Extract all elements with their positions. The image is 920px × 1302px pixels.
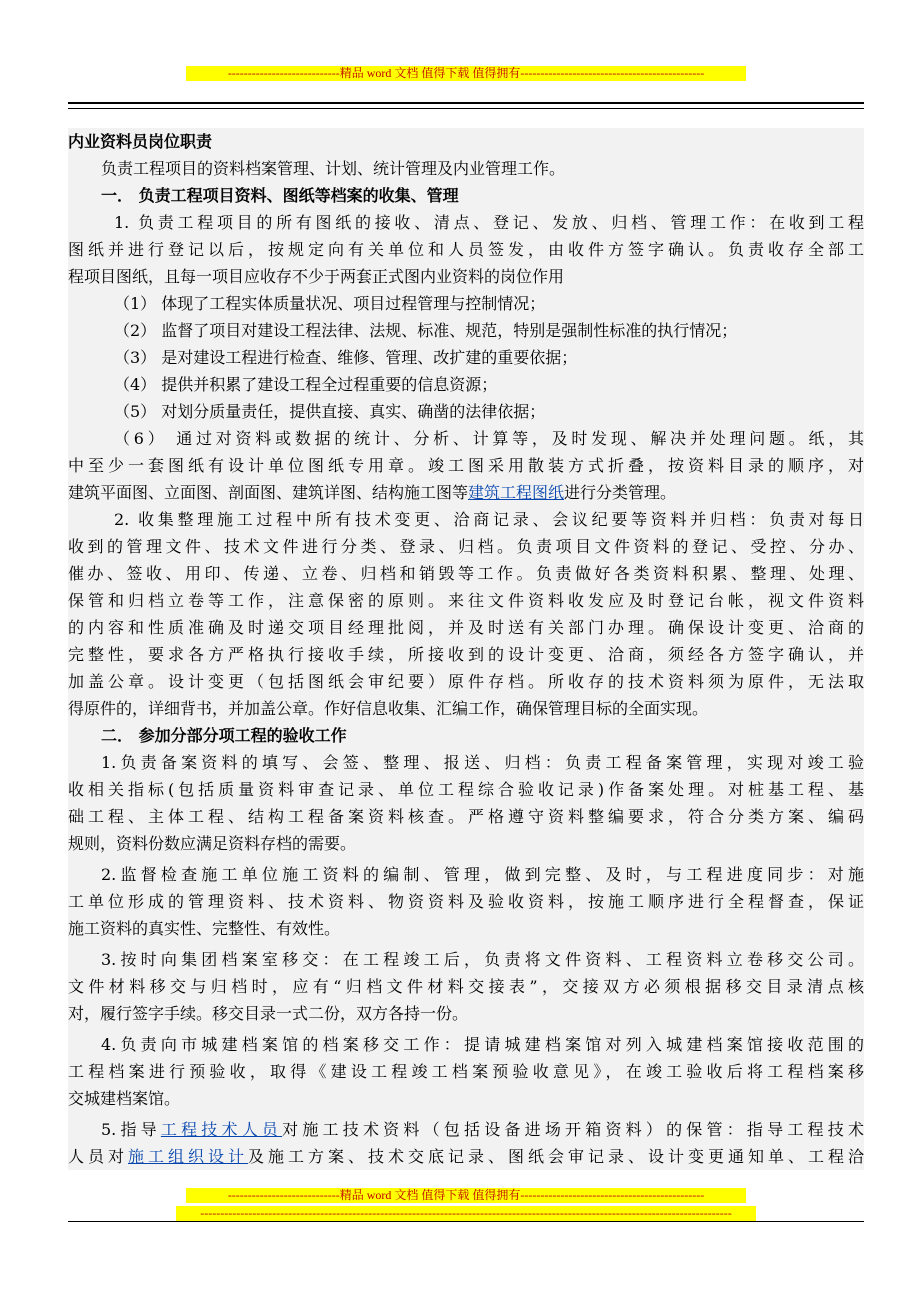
s1-item6-line (68, 479, 864, 506)
header-rule-thin (68, 108, 864, 109)
s2-p5-line (68, 1116, 864, 1143)
s1-p2-line: 完整性，要求各方严格执行接收手续，所接收到的设计变更、洽商，须经各方签字确认，并 (68, 645, 864, 664)
s2-p5-text: 5.指导 (101, 1120, 161, 1139)
s1-p1-line: 图纸并进行登记以后，按规定向有关单位和人员签发，由收件方签字确认。负责收存全部工 (68, 240, 864, 259)
link-construction-design[interactable]: 施工组织设计 (128, 1147, 248, 1166)
s2-p1-line: 1.负责备案资料的填写、会签、整理、报送、归档：负责工程备案管理，实现对竣工验 (101, 753, 864, 772)
s1-list-item: （1） 体现了工程实体质量状况、项目过程管理与控制情况； (114, 294, 546, 313)
s1-p2-line: 2. 收集整理施工过程中所有技术变更、洽商记录、会议纪要等资料并归档：负责对每日 (114, 510, 864, 529)
link-engineering-staff[interactable]: 工程技术人员 (160, 1120, 283, 1139)
s2-p1-line: 础工程、主体工程、结构工程备案资料核查。严格遵守资料整编要求，符合分类方案、编码 (68, 807, 864, 826)
s2-p5-text: 对施工技术资料（包括设备进场开箱资料）的保管：指导工程技术 (282, 1120, 864, 1139)
s2-p4-line: 4.负责向市城建档案馆的档案移交工作：提请城建档案馆对列入城建档案馆接收范围的 (101, 1035, 864, 1054)
s2-p5-line (68, 1143, 864, 1170)
header-banner: ----------------------------精品 word 文档 值得下载 值得拥有---------------------------------------------- (186, 66, 746, 81)
section-1-heading: 一． 负责工程项目资料、图纸等档案的收集、管理 (101, 186, 459, 205)
s1-p2-line: 收到的管理文件、技术文件进行分类、登录、归档。负责项目文件资料的登记、受控、分办、 (68, 537, 864, 556)
s1-list-item: （3） 是对建设工程进行检查、维修、管理、改扩建的重要依据； (114, 348, 578, 367)
s2-p1-line: 规则，资料份数应满足资料存档的需要。 (68, 834, 357, 853)
document-body (68, 128, 864, 1170)
s1-item6-text: 建筑平面图、立面图、剖面图、建筑详图、结构施工图等 (68, 483, 469, 502)
s1-p1-line: 程项目图纸，且每一项目应收存不少于两套正式图内业资料的岗位作用 (68, 267, 565, 286)
s1-p2-line: 的内容和性质准确及时递交项目经理批阅，并及时送有关部门办理。确保设计变更、洽商的 (68, 618, 864, 637)
s1-item6-line: 中至少一套图纸有设计单位图纸专用章。竣工图采用散装方式折叠，按资料目录的顺序，对 (68, 456, 864, 475)
s1-list-item: （6） 通过对资料或数据的统计、分析、计算等，及时发现、解决并处理问题。纸，其 (114, 429, 864, 448)
s2-p2-line: 2.监督检查施工单位施工资料的编制、管理，做到完整、及时，与工程进度同步：对施 (101, 865, 864, 884)
s1-list-item: （2） 监督了项目对建设工程法律、法规、标准、规范，特别是强制性标准的执行情况； (114, 321, 738, 340)
s2-p2-line: 工单位形成的管理资料、技术资料、物资资料及验收资料，按施工顺序进行全程督查，保证 (68, 892, 864, 911)
footer-banner-dashes: ------------------------------------------------------------------------------------------------------------------------------------- (176, 1206, 756, 1221)
s1-item6-text: 进行分类管理。 (564, 483, 677, 502)
s2-p1-line: 收相关指标(包括质量资料审查记录、单位工程综合验收记录)作备案处理。对桩基工程、基 (68, 780, 864, 799)
s1-p1-line: 1. 负责工程项目的所有图纸的接收、清点、登记、发放、归档、管理工作：在收到工程 (114, 213, 864, 232)
s2-p3-line: 3.按时向集团档案室移交：在工程竣工后，负责将文件资料、工程资料立卷移交公司。 (101, 950, 864, 969)
s2-p5-text: 人员对 (68, 1147, 128, 1166)
s1-p2-line: 催办、签收、用印、传递、立卷、归档和销毁等工作。负责做好各类资料积累、整理、处理、 (68, 564, 864, 583)
s1-list-item: （5） 对划分质量责任，提供直接、真实、确凿的法律依据； (114, 402, 546, 421)
intro-paragraph: 负责工程项目的资料档案管理、计划、统计管理及内业管理工作。 (101, 159, 566, 178)
s2-p5-text: 及施工方案、技术交底记录、图纸会审记录、设计变更通知单、工程洽 (248, 1147, 864, 1166)
footer-rule (68, 1221, 864, 1222)
s1-p2-line: 保管和归档立卷等工作，注意保密的原则。来往文件资料收发应及时登记台帐，视文件资料 (68, 591, 864, 610)
s1-p2-line: 加盖公章。设计变更（包括图纸会审纪要）原件存档。所收存的技术资料须为原件，无法取 (68, 672, 864, 691)
s1-p2-line: 得原件的，详细背书，并加盖公章。作好信息收集、汇编工作，确保管理目标的全面实现。 (68, 699, 709, 718)
s2-p4-line: 交城建档案馆。 (68, 1089, 181, 1108)
link-building-drawings[interactable]: 建筑工程图纸 (468, 483, 565, 502)
header-rule-thick (68, 102, 864, 104)
s2-p2-line: 施工资料的真实性、完整性、有效性。 (68, 919, 341, 938)
s2-p3-line: 对，履行签字手续。移交目录一式二份，双方各持一份。 (68, 1004, 469, 1023)
s2-p3-line: 文件材料移交与归档时，应有“归档文件材料交接表”，交接双方必须根据移交目录清点核 (68, 977, 864, 996)
section-2-heading: 二． 参加分部分项工程的验收工作 (101, 726, 347, 745)
s2-p4-line: 工程档案进行预验收，取得《建设工程竣工档案预验收意见》，在竣工验收后将工程档案移 (68, 1062, 864, 1081)
doc-title: 内业资料员岗位职责 (68, 132, 213, 151)
footer-banner: ----------------------------精品 word 文档 值得下载 值得拥有---------------------------------------------- (186, 1188, 746, 1203)
s1-list-item: （4） 提供并积累了建设工程全过程重要的信息资源； (114, 375, 498, 394)
